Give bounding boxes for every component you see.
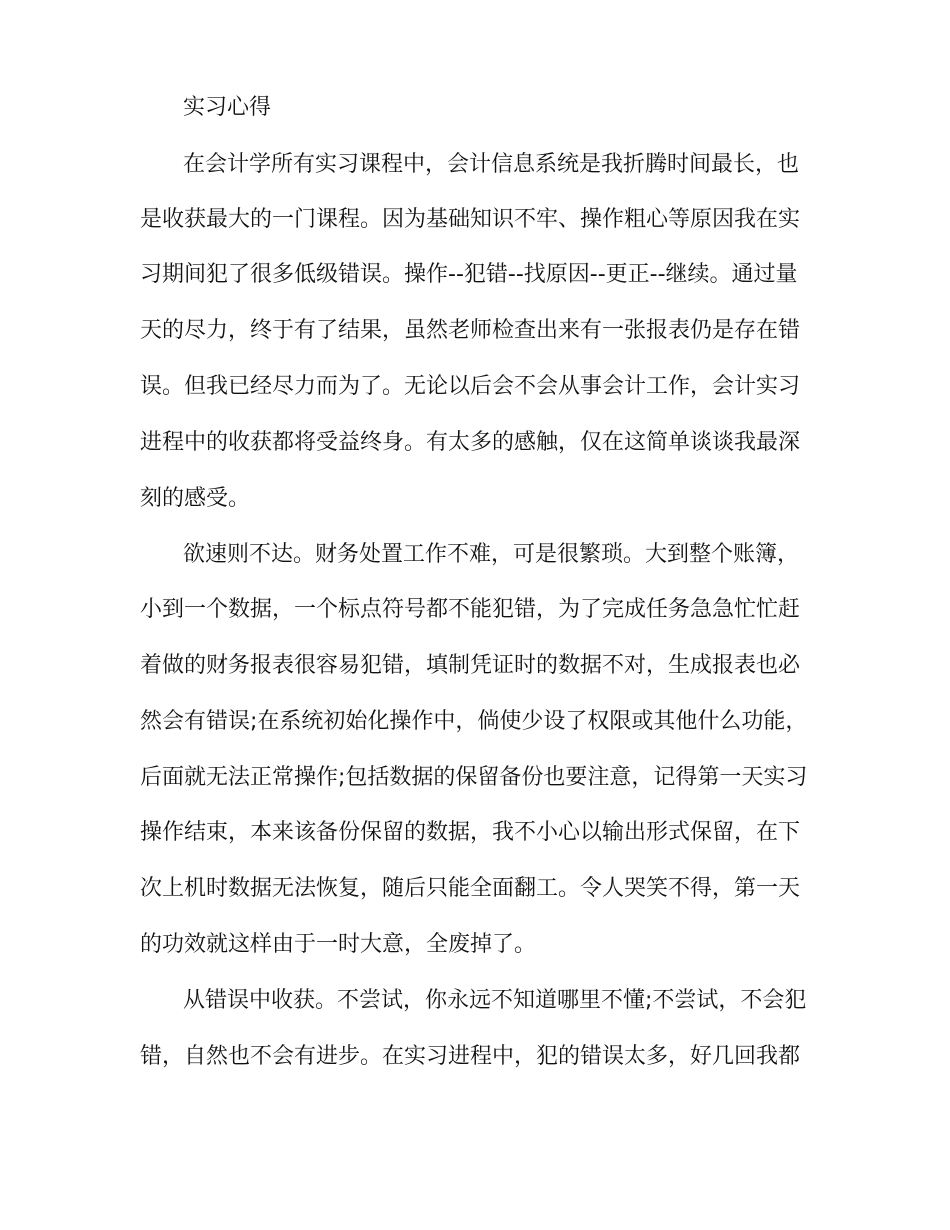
paragraph-2-line-8: 的功效就这样由于一时大意，全废掉了。 (140, 932, 537, 957)
paragraph-2-line-2: 小到一个数据，一个标点符号都不能犯错，为了完成任务急急忙忙赶 (140, 597, 801, 622)
paragraph-1-line-3: 习期间犯了很多低级错误。操作--犯错--找原因--更正--继续。通过量 (140, 262, 798, 287)
paragraph-2-line-7: 次上机时数据无法恢复，随后只能全面翻工。令人哭笑不得，第一天 (140, 876, 801, 901)
paragraph-2-line-5: 后面就无法正常操作;包括数据的保留备份也要注意，记得第一天实习 (140, 765, 808, 790)
paragraph-2-line-1: 欲速则不达。财务处置工作不难，可是很繁琐。大到整个账簿， (183, 542, 800, 567)
paragraph-1-line-5: 误。但我已经尽力而为了。无论以后会不会从事会计工作，会计实习 (140, 374, 801, 399)
paragraph-1-line-6: 进程中的收获都将受益终身。有太多的感触，仅在这简单谈谈我最深 (140, 430, 801, 455)
paragraph-2-line-4: 然会有错误;在系统初始化操作中，倘使少设了权限或其他什么功能， (140, 709, 808, 734)
paragraph-1-line-4: 天的尽力，终于有了结果，虽然老师检查出来有一张报表仍是存在错 (140, 318, 801, 343)
paragraph-2-line-6: 操作结束，本来该备份保留的数据，我不小心以输出形式保留，在下 (140, 820, 801, 845)
paragraph-2-line-3: 着做的财务报表很容易犯错，填制凭证时的数据不对，生成报表也必 (140, 653, 801, 678)
paragraph-1-line-7: 刻的感受。 (140, 486, 251, 511)
paragraph-1-line-1: 在会计学所有实习课程中，会计信息系统是我折腾时间最长，也 (183, 152, 800, 177)
paragraph-3-line-2: 错，自然也不会有进步。在实习进程中，犯的错误太多，好几回我都 (140, 1044, 801, 1069)
document-title: 实习心得 (183, 95, 272, 120)
paragraph-1-line-2: 是收获最大的一门课程。因为基础知识不牢、操作粗心等原因我在实 (140, 207, 801, 232)
paragraph-3-line-1: 从错误中收获。不尝试，你永远不知道哪里不懂;不尝试，不会犯 (183, 988, 807, 1013)
